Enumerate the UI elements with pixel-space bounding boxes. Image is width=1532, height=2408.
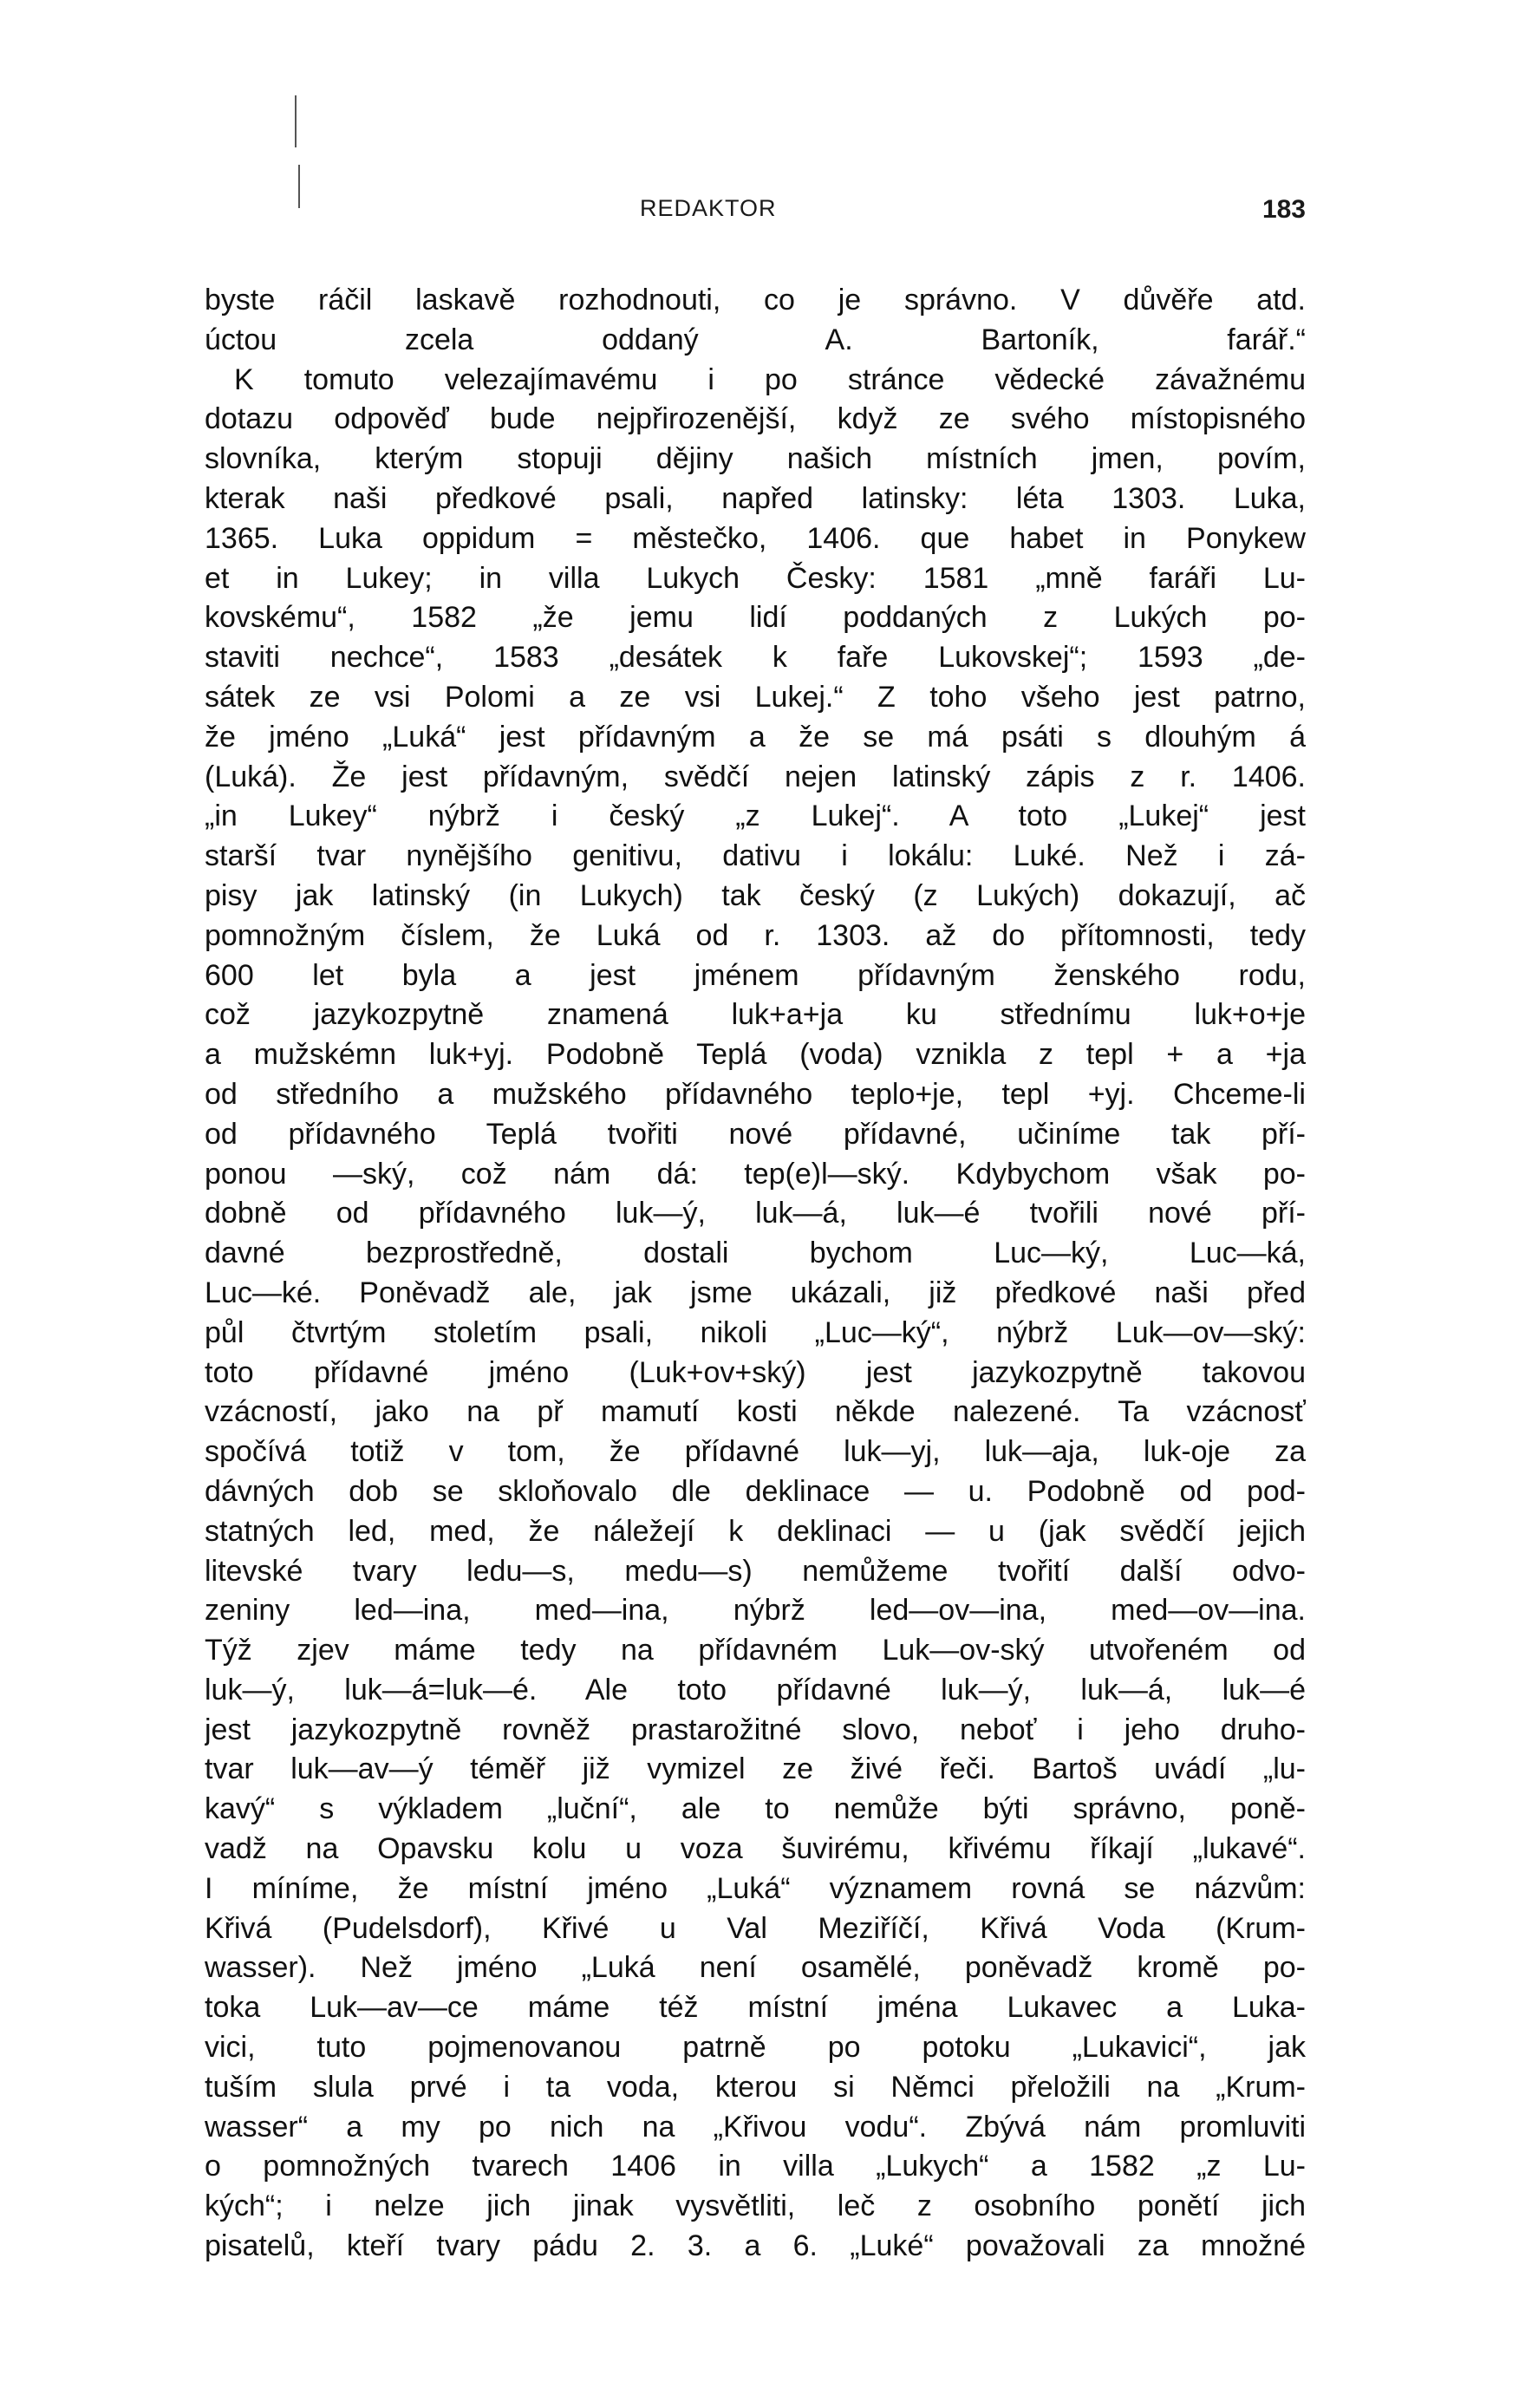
text-line: pisy jak latinský (in Lukych) tak český (z Lukých) dokazují, ač: [205, 878, 1306, 912]
text-line: pisatelů, kteří tvary pádu 2. 3. a 6. „Luké“ považovali za množné: [205, 2229, 1306, 2263]
text-line: a mužskémn luk+yj. Podobně Teplá (voda) vznikla z tepl + a +ja: [205, 1038, 1306, 1072]
text-line: K tomuto velezajímavému i po stránce vědecké závažnému: [234, 362, 1306, 396]
text-line: Křivá (Pudelsdorf), Křivé u Val Meziříčí, Křivá Voda (Krum-: [205, 1911, 1306, 1945]
text-line: tuším slula prvé i ta voda, kterou si Němci přeložili na „Krum-: [205, 2070, 1306, 2104]
text-line: sátek ze vsi Polomi a ze vsi Lukej.“ Z toho všeho jest patrno,: [205, 680, 1306, 714]
text-line: 600 let byla a jest jménem přídavným ženského rodu,: [205, 958, 1306, 992]
text-line: spočívá totiž v tom, že přídavné luk—yj, luk—aja, luk-oje za: [205, 1435, 1306, 1469]
text-line: dotazu odpověď bude nejpřirozenější, když ze svého místopisného: [205, 402, 1306, 436]
text-line: statných led, med, že náležejí k deklinaci — u (jak svědčí jejich: [205, 1514, 1306, 1548]
body-text: [205, 281, 1306, 2267]
text-line: vici, tuto pojmenovanou patrně po potoku „Lukavici“, jak: [205, 2031, 1306, 2065]
scan-artifact-mark: [295, 95, 297, 147]
text-line: staviti nechce“, 1583 „desátek k faře Lukovskej“; 1593 „de-: [205, 641, 1306, 675]
text-line: od přídavného Teplá tvořiti nové přídavné, učiníme tak pří-: [205, 1117, 1306, 1151]
text-line: kavý“ s výkladem „luční“, ale to nemůže býti správno, poně-: [205, 1792, 1306, 1826]
text-line: jest jazykozpytně rovněž prastarožitné slovo, neboť i jeho druho-: [205, 1713, 1306, 1746]
text-line: kých“; i nelze jich jinak vysvětliti, leč z osobního ponětí jich: [205, 2189, 1306, 2223]
page-number: 183: [1261, 195, 1306, 224]
text-line: wasser“ a my po nich na „Křivou vodu“. Zbývá nám promluviti: [205, 2110, 1306, 2144]
text-line: dobně od přídavného luk—ý, luk—á, luk—é tvořili nové pří-: [205, 1197, 1306, 1230]
text-line: luk—ý, luk—á=luk—é. Ale toto přídavné luk—ý, luk—á, luk—é: [205, 1673, 1306, 1706]
text-line: (Luká). Že jest přídavným, svědčí nejen latinský zápis z r. 1406.: [205, 760, 1306, 793]
text-line: tvar luk—av—ý téměř již vymizel ze živé řeči. Bartoš uvádí „lu-: [205, 1752, 1306, 1786]
text-line: kterak naši předkové psali, napřed latinsky: léta 1303. Luka,: [205, 481, 1306, 515]
text-line: I míníme, že místní jméno „Luká“ významem rovná se názvům:: [205, 1871, 1306, 1905]
text-line: toka Luk—av—ce máme též místní jména Lukavec a Luka-: [205, 1991, 1306, 2025]
text-line: litevské tvary ledu—s, medu—s) nemůžeme tvořití další odvo-: [205, 1554, 1306, 1588]
text-line: pomnožným číslem, že Luká od r. 1303. až do přítomnosti, tedy: [205, 918, 1306, 952]
text-line: „in Lukey“ nýbrž i český „z Lukej“. A toto „Lukej“ jest: [205, 799, 1306, 833]
text-line: slovníka, kterým stopuji dějiny našich místních jmen, povím,: [205, 442, 1306, 476]
text-line: půl čtvrtým stoletím psali, nikoli „Luc—ký“, nýbrž Luk—ov—ský:: [205, 1315, 1306, 1349]
text-line: et in Lukey; in villa Lukych Česky: 1581 „mně faráři Lu-: [205, 561, 1306, 595]
text-line: o pomnožných tvarech 1406 in villa „Lukych“ a 1582 „z Lu-: [205, 2150, 1306, 2183]
text-line: Týž zjev máme tedy na přídavném Luk—ov-ský utvořeném od: [205, 1634, 1306, 1667]
text-line: že jméno „Luká“ jest přídavným a že se má psáti s dlouhým á: [205, 720, 1306, 754]
text-line: ponou —ský, což nám dá: tep(e)l—ský. Kdybychom však po-: [205, 1157, 1306, 1191]
text-line: vadž na Opavsku kolu u voza šuvirému, křivému říkají „lukavé“.: [205, 1832, 1306, 1866]
text-line: starší tvar nynějšího genitivu, dativu i lokálu: Luké. Než i zá-: [205, 839, 1306, 873]
text-line: dávných dob se skloňovalo dle deklinace — u. Podobně od pod-: [205, 1474, 1306, 1508]
text-line: což jazykozpytně znamená luk+a+ja ku střednímu luk+o+je: [205, 998, 1306, 1032]
text-line: zeniny led—ina, med—ina, nýbrž led—ov—ina, med—ov—ina.: [205, 1594, 1306, 1628]
page-header: [205, 195, 1306, 230]
text-line: vzácností, jako na př mamutí kosti někde nalezené. Ta vzácnosť: [205, 1395, 1306, 1429]
text-line: kovskému“, 1582 „že jemu lidí poddaných z Lukých po-: [205, 601, 1306, 635]
text-line: davné bezprostředně, dostali bychom Luc—ký, Luc—ká,: [205, 1237, 1306, 1270]
text-line: wasser). Než jméno „Luká není osamělé, poněvadž kromě po-: [205, 1951, 1306, 1985]
text-line: úctou zcela oddaný A. Bartoník, farář.“: [205, 323, 1306, 356]
text-line: od středního a mužského přídavného teplo+je, tepl +yj. Chceme-li: [205, 1077, 1306, 1111]
running-head: REDAKTOR: [640, 195, 777, 221]
text-line: Luc—ké. Poněvadž ale, jak jsme ukázali, již předkové naši před: [205, 1276, 1306, 1309]
text-line: 1365. Luka oppidum = městečko, 1406. que habet in Ponykew: [205, 521, 1306, 555]
text-line: byste ráčil laskavě rozhodnouti, co je správno. V důvěře atd.: [205, 284, 1306, 316]
text-line: toto přídavné jméno (Luk+ov+ský) jest jazykozpytně takovou: [205, 1355, 1306, 1389]
